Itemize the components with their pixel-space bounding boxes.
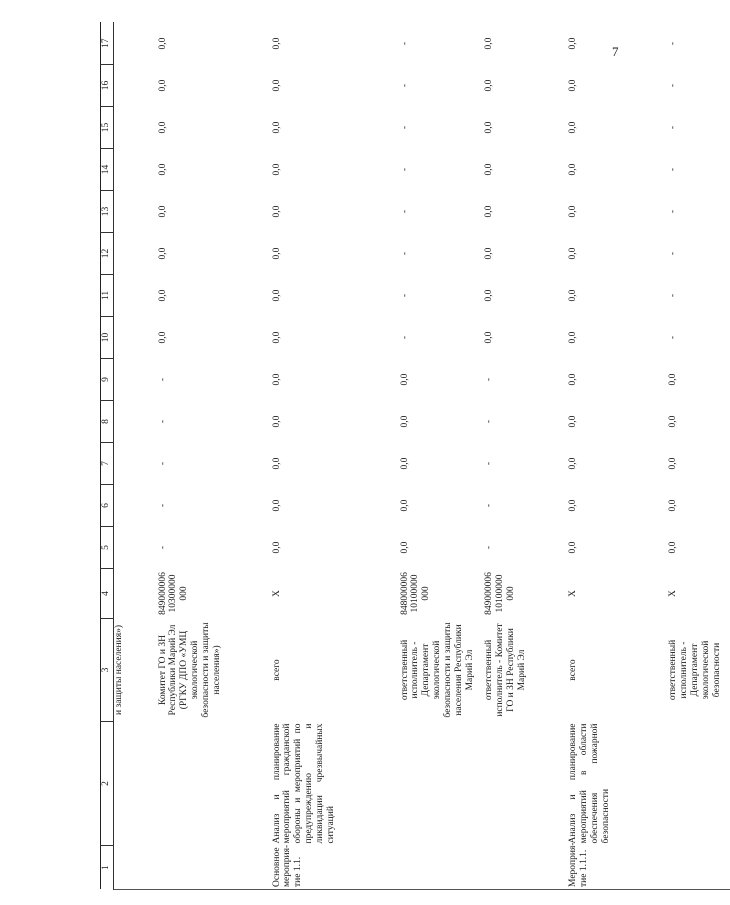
col-header: 9 bbox=[101, 359, 114, 401]
budget-table bbox=[100, 23, 730, 891]
col-header: 2 bbox=[101, 722, 114, 846]
table-row bbox=[668, 23, 730, 890]
amount-cell: - bbox=[667, 293, 678, 298]
table-row bbox=[558, 23, 668, 890]
executor-cell: и защиты населения») bbox=[114, 625, 124, 715]
col-header: 16 bbox=[101, 65, 114, 107]
event-name-cell bbox=[152, 722, 262, 846]
amount-cell: - bbox=[399, 293, 410, 298]
amount-cell bbox=[114, 401, 152, 443]
amount-cell: - bbox=[157, 503, 168, 508]
amount-cell: 0,0 bbox=[483, 37, 494, 50]
amount-cell: - bbox=[483, 419, 494, 424]
amount-cell: 0,0 bbox=[271, 121, 282, 134]
col-header: 17 bbox=[101, 23, 114, 65]
col-header: 1 bbox=[101, 846, 114, 890]
amount-cell: 0,0 bbox=[271, 79, 282, 92]
amount-cell: 0,0 bbox=[483, 205, 494, 218]
col-header: 15 bbox=[101, 107, 114, 149]
event-name-cell bbox=[114, 722, 152, 846]
col-header: 11 bbox=[101, 275, 114, 317]
budget-code-cell: 848000006 10100000 000 bbox=[399, 572, 432, 615]
amount-cell bbox=[114, 485, 152, 527]
budget-code-cell: Х bbox=[567, 590, 578, 597]
col-header: 6 bbox=[101, 485, 114, 527]
budget-code-cell: 849000006 10100000 000 bbox=[483, 572, 516, 615]
amount-cell bbox=[114, 275, 152, 317]
executor-cell: ответственный исполнитель - Департамент экологической безопасности и защиты населения Республики Марий Эл bbox=[399, 622, 476, 718]
amount-cell: 0,0 bbox=[667, 541, 678, 554]
amount-cell: 0,0 bbox=[483, 163, 494, 176]
amount-cell: 0,0 bbox=[483, 121, 494, 134]
amount-cell: 0,0 bbox=[567, 79, 578, 92]
amount-cell: 0,0 bbox=[399, 457, 410, 470]
amount-cell bbox=[114, 149, 152, 191]
amount-cell bbox=[114, 23, 152, 65]
amount-cell: 0,0 bbox=[483, 331, 494, 344]
amount-cell: - bbox=[667, 251, 678, 256]
amount-cell: - bbox=[667, 125, 678, 130]
amount-cell: 0,0 bbox=[667, 373, 678, 386]
amount-cell: 0,0 bbox=[271, 541, 282, 554]
amount-cell: - bbox=[399, 125, 410, 130]
amount-cell bbox=[114, 65, 152, 107]
amount-cell: - bbox=[667, 83, 678, 88]
col-header: 5 bbox=[101, 527, 114, 569]
executor-cell: ответственный исполнитель - Департамент экологической безопасности bbox=[667, 639, 722, 701]
table-row bbox=[152, 23, 262, 890]
event-code-cell bbox=[114, 846, 152, 890]
amount-cell: - bbox=[667, 167, 678, 172]
col-header: 7 bbox=[101, 443, 114, 485]
table-body bbox=[101, 23, 730, 890]
amount-cell: 0,0 bbox=[567, 205, 578, 218]
amount-cell: 0,0 bbox=[157, 121, 168, 134]
amount-cell: 0,0 bbox=[399, 499, 410, 512]
amount-cell: 0,0 bbox=[271, 415, 282, 428]
amount-cell: - bbox=[483, 545, 494, 550]
executor-cell: всего bbox=[271, 659, 282, 681]
event-code-cell: Мероприя-тие 1.1.1. bbox=[558, 846, 668, 890]
amount-cell: 0,0 bbox=[567, 457, 578, 470]
amount-cell: - bbox=[667, 41, 678, 46]
amount-cell: - bbox=[399, 335, 410, 340]
executor-cell: всего bbox=[567, 659, 578, 681]
page-number: 7 bbox=[612, 44, 619, 59]
amount-cell bbox=[114, 527, 152, 569]
amount-cell: 0,0 bbox=[271, 289, 282, 302]
amount-cell: - bbox=[667, 209, 678, 214]
executor-cell: Комитет ГО и ЗН Республики Марий Эл (РГКУ ДПО «УМЦ экологической безопасности и защиты населения») bbox=[157, 622, 223, 718]
event-name-cell: Анализ и планирование мероприятий гражданской обороны и мероприятий по предупреждению и ликвидации чрезвычайных ситуаций bbox=[271, 723, 337, 844]
amount-cell: 0,0 bbox=[271, 163, 282, 176]
amount-cell: 0,0 bbox=[567, 373, 578, 386]
amount-cell bbox=[114, 233, 152, 275]
table-row bbox=[476, 23, 558, 890]
amount-cell: 0,0 bbox=[567, 247, 578, 260]
amount-cell: 0,0 bbox=[157, 331, 168, 344]
amount-cell: 0,0 bbox=[667, 499, 678, 512]
amount-cell: 0,0 bbox=[399, 541, 410, 554]
budget-code-cell: Х bbox=[667, 590, 678, 597]
header-row bbox=[101, 23, 114, 890]
table-row bbox=[400, 23, 476, 890]
amount-cell bbox=[114, 191, 152, 233]
amount-cell: 0,0 bbox=[567, 541, 578, 554]
amount-cell bbox=[114, 107, 152, 149]
amount-cell: 0,0 bbox=[567, 121, 578, 134]
amount-cell: 0,0 bbox=[271, 205, 282, 218]
amount-cell: - bbox=[483, 503, 494, 508]
amount-cell: 0,0 bbox=[271, 373, 282, 386]
amount-cell: 0,0 bbox=[483, 247, 494, 260]
col-header: 4 bbox=[101, 569, 114, 619]
executor-cell: ответственный исполнитель - Комитет ГО и ЗН Республики Марий Эл bbox=[483, 623, 527, 717]
amount-cell: 0,0 bbox=[567, 499, 578, 512]
amount-cell: 0,0 bbox=[399, 415, 410, 428]
amount-cell: 0,0 bbox=[567, 415, 578, 428]
amount-cell: 0,0 bbox=[567, 163, 578, 176]
amount-cell: - bbox=[157, 461, 168, 466]
budget-code-cell: Х bbox=[271, 590, 282, 597]
amount-cell: 0,0 bbox=[271, 247, 282, 260]
amount-cell: 0,0 bbox=[399, 373, 410, 386]
col-header: 8 bbox=[101, 401, 114, 443]
amount-cell: 0,0 bbox=[271, 457, 282, 470]
col-header: 14 bbox=[101, 149, 114, 191]
amount-cell: 0,0 bbox=[483, 289, 494, 302]
amount-cell: - bbox=[157, 545, 168, 550]
table-row bbox=[262, 23, 400, 890]
event-code-cell bbox=[476, 846, 558, 890]
amount-cell: 0,0 bbox=[667, 457, 678, 470]
amount-cell: - bbox=[399, 167, 410, 172]
event-code-cell bbox=[668, 846, 730, 890]
amount-cell: 0,0 bbox=[157, 37, 168, 50]
amount-cell: 0,0 bbox=[157, 205, 168, 218]
event-code-cell bbox=[400, 846, 476, 890]
budget-code-cell bbox=[114, 569, 152, 619]
col-header: 3 bbox=[101, 619, 114, 722]
col-header: 12 bbox=[101, 233, 114, 275]
amount-cell: 0,0 bbox=[157, 247, 168, 260]
amount-cell: 0,0 bbox=[271, 499, 282, 512]
amount-cell: - bbox=[157, 419, 168, 424]
amount-cell: 0,0 bbox=[157, 79, 168, 92]
rotated-budget-table bbox=[100, 35, 722, 890]
event-name-cell bbox=[668, 722, 730, 846]
amount-cell: - bbox=[399, 41, 410, 46]
amount-cell: - bbox=[399, 251, 410, 256]
amount-cell bbox=[114, 317, 152, 359]
amount-cell: 0,0 bbox=[271, 37, 282, 50]
amount-cell: - bbox=[399, 209, 410, 214]
amount-cell: 0,0 bbox=[157, 289, 168, 302]
amount-cell: 0,0 bbox=[567, 331, 578, 344]
col-header: 10 bbox=[101, 317, 114, 359]
amount-cell: 0,0 bbox=[271, 331, 282, 344]
amount-cell: - bbox=[399, 83, 410, 88]
amount-cell bbox=[114, 359, 152, 401]
amount-cell: - bbox=[483, 377, 494, 382]
event-name-cell bbox=[400, 722, 476, 846]
event-name-cell bbox=[476, 722, 558, 846]
amount-cell: 0,0 bbox=[157, 163, 168, 176]
table-row bbox=[114, 23, 152, 890]
col-header: 13 bbox=[101, 191, 114, 233]
amount-cell: - bbox=[483, 461, 494, 466]
amount-cell: 0,0 bbox=[567, 37, 578, 50]
budget-code-cell: 849000006 10300000 000 bbox=[157, 572, 190, 615]
amount-cell bbox=[114, 443, 152, 485]
event-code-cell: Основное мероприя-тие 1.1. bbox=[262, 846, 400, 890]
amount-cell: - bbox=[667, 335, 678, 340]
amount-cell: 0,0 bbox=[483, 79, 494, 92]
amount-cell: - bbox=[157, 377, 168, 382]
amount-cell: 0,0 bbox=[567, 289, 578, 302]
event-name-cell: Анализ и планирование мероприятий в области обеспечения пожарной безопасности bbox=[567, 723, 611, 844]
event-code-cell bbox=[152, 846, 262, 890]
amount-cell: 0,0 bbox=[667, 415, 678, 428]
